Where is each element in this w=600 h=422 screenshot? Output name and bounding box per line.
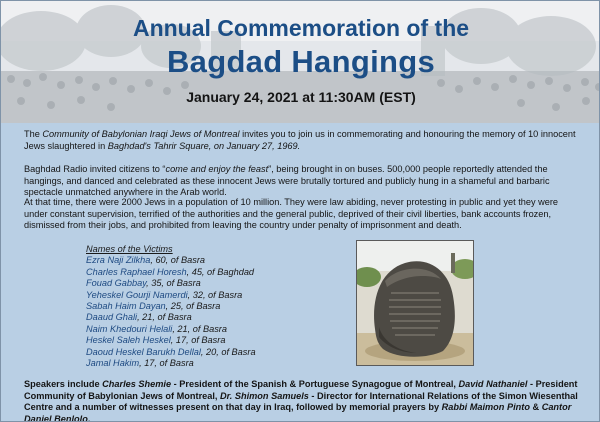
title-line-1: Annual Commemoration of the — [132, 15, 470, 41]
header-banner — [1, 1, 600, 123]
speakers-paragraph: Speakers include Charles Shemie - President of the Spanish & Portuguese Synagogue of Montreal, David Nathaniel - President Community of Babylonian Jews of Montreal, Dr. Shimon Samuels - Director for International Relations of the Simon Wiesenthal Centre and a number of witnesses present on that day in Iraq, followed by memorial prayers by Rabbi Maimon Pinto & Cantor Daniel Benlolo. — [24, 379, 578, 422]
victim-item: Daoud Heskel Barukh Dellal, 20, of Basra — [86, 346, 256, 357]
victim-item: Fouad Gabbay, 35, of Basra — [86, 278, 201, 289]
quote: come and enjoy the feast — [165, 164, 269, 174]
speaker-name: Cantor Daniel Benlolo — [24, 402, 572, 422]
victim-item: Charles Raphael Horesh, 45, of Baghdad — [86, 266, 255, 277]
victim-item: Heskel Saleh Heskel, 17, of Basra — [86, 335, 226, 346]
organization-name: Community of Babylonian Iraqi Jews of Montreal — [42, 129, 240, 139]
title-line-2: Bagdad Hangings — [166, 44, 435, 79]
speaker-name: Rabbi Maimon Pinto — [441, 402, 530, 413]
memorial-stone-photo — [356, 240, 474, 366]
victim-item: Jamal Hakim, 17, of Basra — [86, 358, 194, 369]
event-place: Baghdad's Tahrir Square, on January 27, 1969. — [107, 140, 301, 151]
intro-paragraph-2: Baghdad Radio invited citizens to “come and enjoy the feast”, being brought in on buses. 500,000 people reportedly attended the hangings, and danced and celebrated as these innocent Jews were brutally tortured and publicly hung in a shameful and barbaric spectacle unmatched anywhere in the Arab world. — [24, 164, 550, 198]
victim-item: Yeheskel Gourji Namerdi, 32, of Basra — [86, 289, 243, 300]
victims-heading: Names of the Victims — [86, 244, 173, 254]
victim-item: Ezra Naji Zilkha, 60, of Basra — [86, 255, 205, 266]
event-date: January 24, 2021 at 11:30AM (EST) — [186, 89, 416, 105]
speaker-name: Dr. Shimon Samuels — [220, 390, 309, 401]
victim-item: Sabah Haim Dayan, 25, of Basra — [86, 301, 221, 312]
intro-paragraph-3: At that time, there were 2000 Jews in a population of 10 million. They were law abiding, never protesting in public and yet they were under constant supervision, terrified of the authorities and the general public, deprived of their civil liberties, bank accounts frozen, dismissed from their jobs, and prohibited from leaving the country under penalty of imprisonment and death. — [24, 197, 559, 231]
intro-paragraph-1: The Community of Babylonian Iraqi Jews of Montreal invites you to join us in commemorating and honouring the memory of 10 innocent Jews slaughtered in Baghdad's Tahrir Square, on January 27, 1969. — [24, 129, 576, 151]
victim-item: Daaud Ghali, 21, of Basra — [86, 312, 192, 323]
victim-item: Naim Khedouri Helali, 21, of Basra — [86, 323, 227, 334]
speaker-name: David Nathaniel — [458, 379, 528, 389]
victims-list — [86, 244, 346, 369]
speaker-name: Charles Shemie — [102, 379, 172, 389]
